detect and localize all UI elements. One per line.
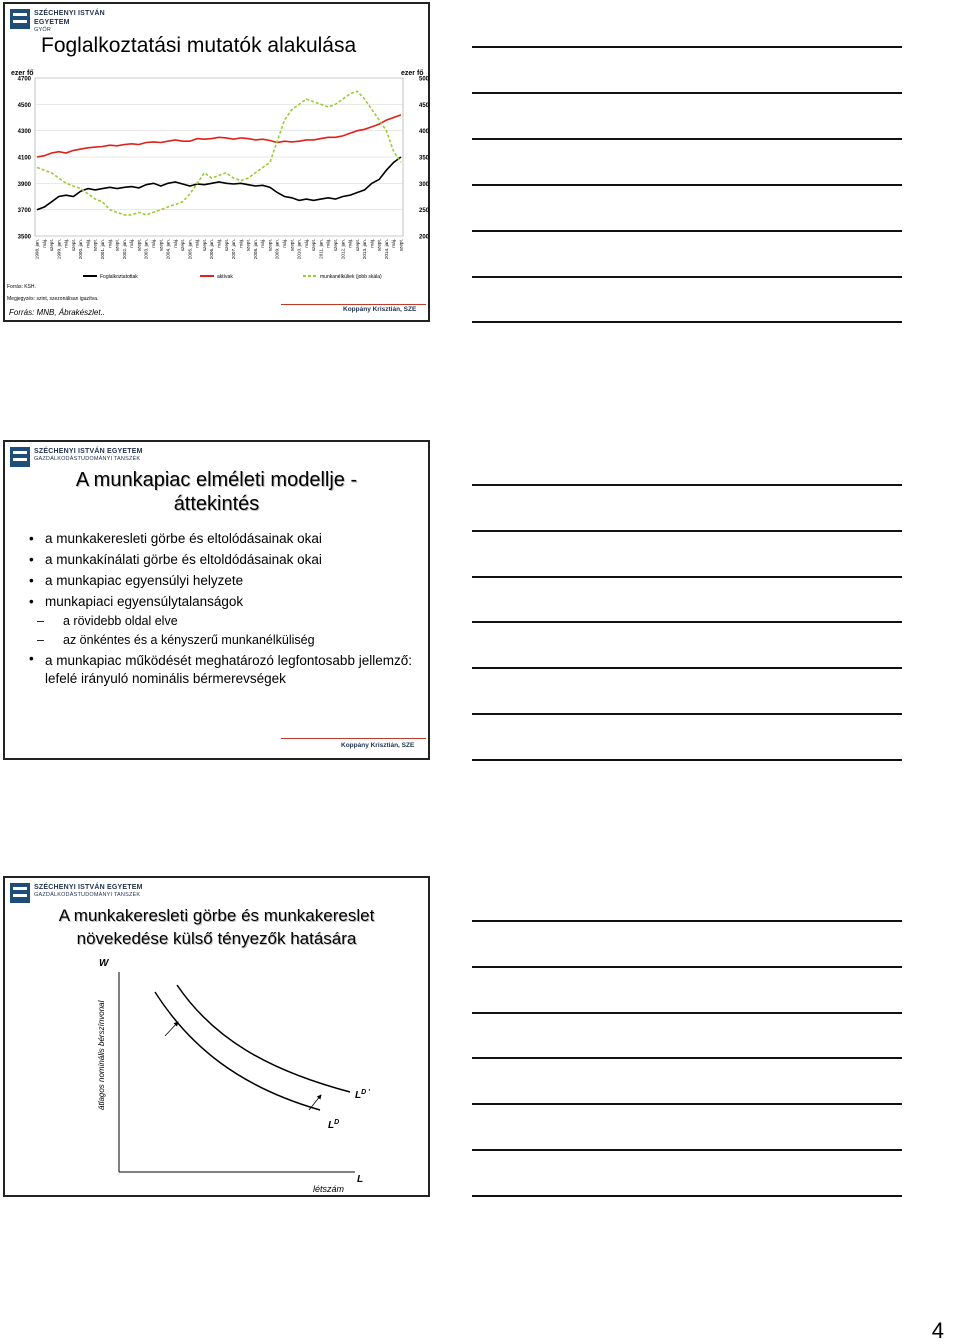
logo-line2: GAZDÁLKODÁSTUDOMÁNYI TANSZÉK [34, 892, 141, 898]
x-tick-label: máj. [172, 239, 178, 248]
footer-divider [281, 304, 426, 305]
slide-title [5, 468, 428, 516]
x-tick-label: máj. [216, 239, 222, 248]
bullet-list [29, 528, 418, 688]
footer-author: Koppány Krisztián, SZE [343, 306, 417, 313]
logo-line1: SZÉCHENYI ISTVÁN EGYETEM [34, 448, 143, 455]
note-line [472, 1103, 902, 1105]
right-tick-label: 500 [419, 76, 430, 83]
slide-title-line2: növekedése külső tényezők hatására [76, 929, 357, 948]
x-tick-label: szept. [245, 239, 251, 252]
x-tick-label: szept. [398, 239, 404, 252]
note-line [472, 759, 902, 761]
note-line [472, 920, 902, 922]
note-line [472, 1149, 902, 1151]
right-tick-label: 250 [419, 208, 430, 215]
x-tick-label: szept. [70, 239, 76, 252]
note-line [472, 184, 902, 186]
x-tick-label: szept. [158, 239, 164, 252]
curve-ld-label: $L^D$ [328, 1119, 340, 1131]
left-tick-label: 4700 [17, 76, 31, 83]
shift-arrow-icon [165, 1022, 178, 1036]
labor-demand-curve-ld-prime [177, 985, 350, 1092]
curve-ld-prime-label: $L^{D '}$ [355, 1089, 370, 1101]
x-tick-label: 1998. jan. [34, 239, 40, 260]
x-tick-label: máj. [260, 239, 266, 248]
x-tick-label: 2008. jan. [252, 239, 258, 260]
x-tick-label: 2004. jan. [165, 239, 171, 260]
x-tick-label: 2001. jan. [100, 239, 105, 260]
x-tick-label: 2011. jan. [318, 239, 324, 259]
bullet-item: • a munkapiac működését meghatározó legfontosabb jellemző: lefelé irányuló nominális bérmerevségek [29, 650, 418, 688]
x-axis-label: L [357, 1174, 364, 1185]
slide-title-line2: áttekintés [173, 493, 260, 515]
x-tick-label: 2006. jan. [209, 239, 215, 260]
labor-demand-diagram [5, 952, 428, 1192]
note-line [472, 138, 902, 140]
slide-title-line1: A munkapiac elméleti modellje - [75, 469, 358, 491]
right-axis-unit: ezer fő [401, 70, 424, 77]
left-tick-label: 3900 [17, 181, 31, 188]
bullet-item: • munkapiaci egyensúlytalanságok [29, 591, 418, 612]
x-tick-label: máj. [282, 239, 287, 248]
right-tick-label: 300 [419, 181, 430, 188]
x-tick-label: 2005. jan. [187, 239, 193, 260]
x-tick-label: máj. [129, 239, 135, 248]
footer-divider [281, 738, 426, 739]
bullet-item: • a munkapiac egyensúlyi helyzete [29, 570, 418, 591]
x-tick-label: szept. [354, 239, 360, 252]
employment-line-chart [5, 66, 428, 306]
bullet-item: • a munkakeresleti görbe és eltolódásainak okai [29, 528, 418, 549]
left-tick-label: 3500 [17, 234, 31, 241]
bullet-item: • a munkakínálati görbe és eltoldódásainak okai [29, 549, 418, 570]
x-tick-label: máj. [151, 239, 156, 248]
logo-line2: GAZDÁLKODÁSTUDOMÁNYI TANSZÉK [34, 456, 141, 462]
x-tick-label: szept. [376, 239, 382, 252]
y-axis-label: W [99, 958, 109, 969]
note-line [472, 621, 902, 623]
university-logo-icon [10, 883, 30, 903]
x-tick-label: máj. [41, 239, 47, 248]
x-tick-label: szept. [92, 239, 98, 252]
y-axis-title: átlagos nominális bérszínvonal [97, 1000, 106, 1110]
x-tick-label: máj. [107, 239, 113, 248]
university-logo [10, 447, 143, 469]
note-line [472, 530, 902, 532]
x-tick-label: 2003. jan. [143, 239, 149, 260]
x-tick-label: szept. [267, 239, 273, 252]
footer-author: Koppány Krisztián, SZE [341, 742, 415, 749]
university-logo-icon [10, 447, 30, 467]
x-tick-label: szept. [223, 239, 229, 252]
note-line [472, 1195, 902, 1197]
x-tick-label: 2013. jan. [362, 239, 368, 260]
x-tick-label: máj. [238, 239, 244, 248]
logo-line3: GYŐR [34, 27, 51, 33]
x-tick-label: 2000. jan. [78, 239, 84, 260]
right-tick-label: 350 [419, 155, 430, 162]
x-tick-label: szept. [136, 239, 142, 252]
left-tick-label: 4500 [17, 102, 31, 109]
university-logo [10, 883, 143, 905]
left-tick-label: 4300 [17, 129, 31, 136]
source-note: Forrás: KSH. [7, 284, 36, 290]
slide-labor-demand-curve [3, 876, 430, 1197]
note-line [472, 321, 902, 323]
left-tick-label: 3700 [17, 208, 31, 215]
left-axis-unit: ezer fő [11, 70, 34, 77]
legend-active: aktívak [217, 274, 233, 280]
x-tick-label: máj. [369, 239, 375, 248]
x-tick-label: máj. [63, 239, 69, 248]
note-line [472, 713, 902, 715]
slide-employment-indicators [3, 2, 430, 322]
x-tick-label: 2007. jan. [231, 239, 237, 260]
x-tick-label: máj. [347, 239, 353, 248]
right-tick-label: 200 [419, 234, 430, 241]
note-line [472, 46, 902, 48]
x-tick-label: szept. [114, 239, 120, 252]
right-tick-label: 400 [419, 129, 430, 136]
x-tick-label: 2009. jan. [274, 239, 280, 260]
x-tick-label: 2002. jan. [121, 239, 127, 260]
x-tick-label: máj. [391, 239, 397, 248]
slide-title-line1: A munkakeresleti görbe és munkakereslet [58, 906, 375, 925]
note-line [472, 92, 902, 94]
remark-note: Megjegyzés: szint, szezonálisan igazítva. [7, 296, 99, 302]
logo-line1: SZÉCHENYI ISTVÁN EGYETEM [34, 884, 143, 891]
right-tick-label: 450 [419, 102, 430, 109]
note-line [472, 276, 902, 278]
note-line [472, 1057, 902, 1059]
page-number: 4 [931, 1318, 944, 1343]
university-logo-icon [10, 9, 30, 29]
x-tick-label: szept. [289, 239, 295, 252]
note-line [472, 230, 902, 232]
note-line [472, 484, 902, 486]
left-tick-label: 4100 [17, 155, 31, 162]
chart-caption: Forrás: MNB, Ábrakészlet.. [9, 308, 106, 317]
logo-line1: SZÉCHENYI ISTVÁN [34, 10, 105, 17]
legend-employed: Foglalkoztatottak [100, 274, 138, 280]
logo-line2: EGYETEM [34, 19, 70, 26]
series-line-1 [37, 115, 401, 157]
x-tick-label: szept. [333, 239, 338, 252]
slide-title: Foglalkoztatási mutatók alakulása [41, 34, 357, 57]
note-line [472, 1012, 902, 1014]
x-tick-label: 2014. jan. [383, 239, 389, 260]
slide-title [5, 904, 428, 950]
x-tick-label: szept. [201, 239, 207, 252]
x-tick-label: szept. [180, 239, 186, 252]
sub-bullet-item: – a rövidebb oldal elve [29, 612, 418, 631]
x-tick-label: máj. [85, 239, 91, 248]
x-tick-label: máj. [325, 239, 331, 248]
note-line [472, 667, 902, 669]
labor-demand-curve-ld [155, 992, 320, 1110]
note-line [472, 966, 902, 968]
x-tick-label: máj. [303, 239, 309, 248]
sub-bullet-item: – az önkéntes és a kényszerű munkanélküliség [29, 631, 418, 650]
x-tick-label: szept. [311, 239, 317, 252]
legend-unemployed: munkanélküliek (jobb skála) [320, 274, 382, 280]
x-tick-label: 1999. jan. [56, 239, 62, 260]
note-line [472, 576, 902, 578]
slide-labor-market-overview [3, 440, 430, 760]
x-tick-label: 2010. jan. [296, 239, 302, 260]
university-logo [10, 9, 105, 31]
x-tick-label: 2012. jan. [340, 239, 346, 260]
x-axis-title: létszám [313, 1184, 345, 1194]
x-tick-label: szept. [49, 239, 55, 252]
x-tick-label: máj. [194, 239, 200, 248]
